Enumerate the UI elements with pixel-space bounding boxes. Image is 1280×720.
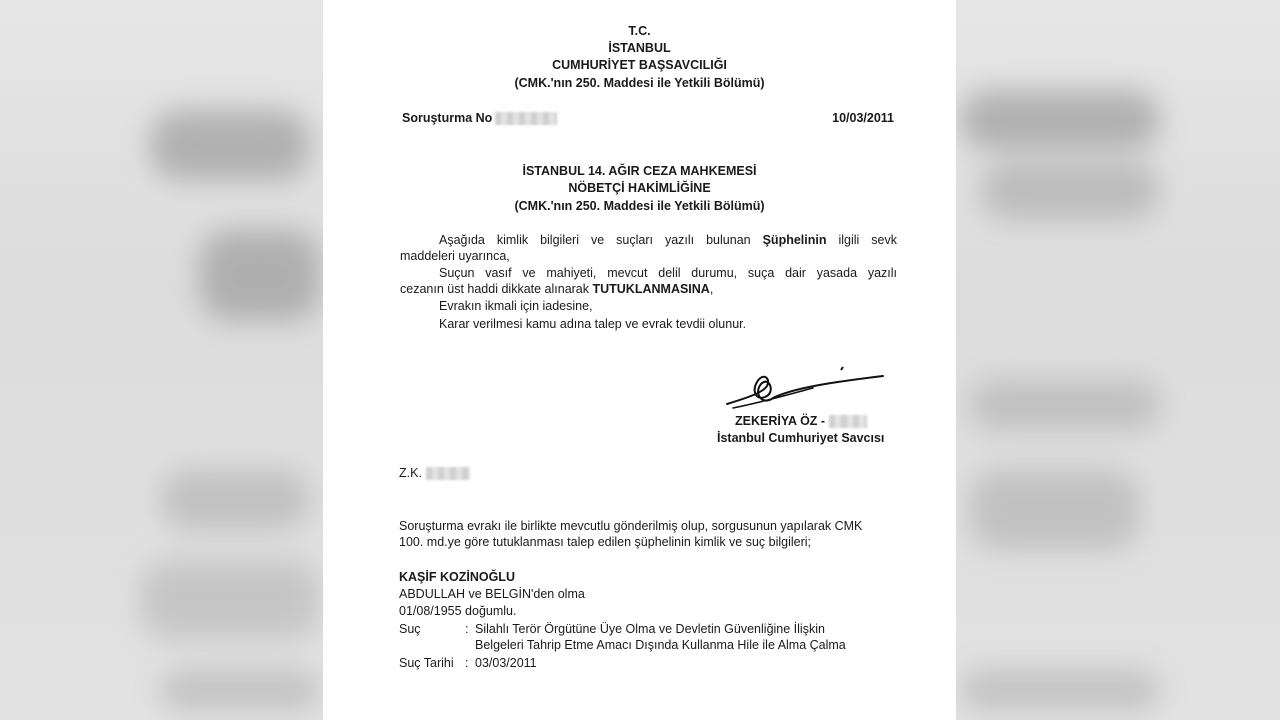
background-right [950,0,1280,720]
crime-line-2: Belgeleri Tahrip Etme Amacı Dışında Kullanma Hile ile Alma Çalma [475,638,846,652]
redacted-zk [426,467,470,480]
document-page [323,0,956,720]
crime-label: Suç [399,622,421,636]
crime-colon: : [465,622,469,636]
redacted-name [829,415,867,428]
body-bold-arrest: TUTUKLANMASINA [592,282,710,296]
prosecutor-title: İstanbul Cumhuriyet Savcısı [717,431,885,445]
header-istanbul: İSTANBUL [608,41,671,55]
crime-date-label: Suç Tarihi [399,656,454,670]
prosecutor-name-text: ZEKERİYA ÖZ - [735,414,826,428]
header-office: CUMHURİYET BAŞSAVCILIĞI [552,58,727,72]
body-bold-suspect: Şüphelinin [762,233,827,247]
document-date: 10/03/2011 [832,111,894,125]
investigation-label: Soruşturma No [402,111,493,125]
redacted-number [495,112,557,125]
body-paragraph-1 [439,232,897,249]
header-tc: T.C. [628,24,651,38]
background-left [0,0,330,720]
body-line: maddeleri uyarınca, [400,249,510,263]
body-text: , [709,282,714,296]
body-paragraph-2: Suçun vasıf ve mahiyeti, mevcut delil durumu, suça dair yasada yazılı [439,266,897,280]
crime-line-1: Silahlı Terör Örgütüne Üye Olma ve Devletin Güvenliğine İlişkin [475,622,825,636]
body-paragraph-4: Karar verilmesi kamu adına talep ve evrak tevdii olunur. [439,317,747,331]
suspect-birth: 01/08/1955 doğumlu. [399,604,517,618]
body-line [400,281,713,298]
recipient-section: (CMK.'nın 250. Maddesi ile Yetkili Bölümü) [514,199,765,213]
header-section: (CMK.'nın 250. Maddesi ile Yetkili Bölümü) [514,76,765,90]
suspect-name: KAŞİF KOZİNOĞLU [399,570,515,584]
zk-label: Z.K. [399,466,422,480]
investigation-number [402,110,557,127]
recipient-judge: NÖBETÇİ HAKİMLİĞİNE [568,181,711,195]
crime-date-colon: : [465,656,469,670]
body-text: Aşağıda kimlik bilgileri ve suçları yazılı bulunan [439,233,763,247]
body-text: ilgili sevk [826,233,897,247]
prosecutor-name [735,413,867,430]
body-paragraph-3: Evrakın ikmali için iadesine, [439,299,593,313]
crime-date: 03/03/2011 [475,656,537,670]
handwritten-signature [723,362,893,414]
body-text: cezanın üst haddi dikkate alınarak [400,282,593,296]
recipient-court: İSTANBUL 14. AĞIR CEZA MAHKEMESİ [522,164,757,178]
intro-line-2: 100. md.ye göre tutuklanması talep edilen şüphelinin kimlik ve suç bilgileri; [399,535,812,549]
suspect-parents: ABDULLAH ve BELGİN'den olma [399,587,585,601]
zk-line [399,465,470,482]
intro-line-1: Soruşturma evrakı ile birlikte mevcutlu gönderilmiş olup, sorgusunun yapılarak CMK [399,519,863,533]
